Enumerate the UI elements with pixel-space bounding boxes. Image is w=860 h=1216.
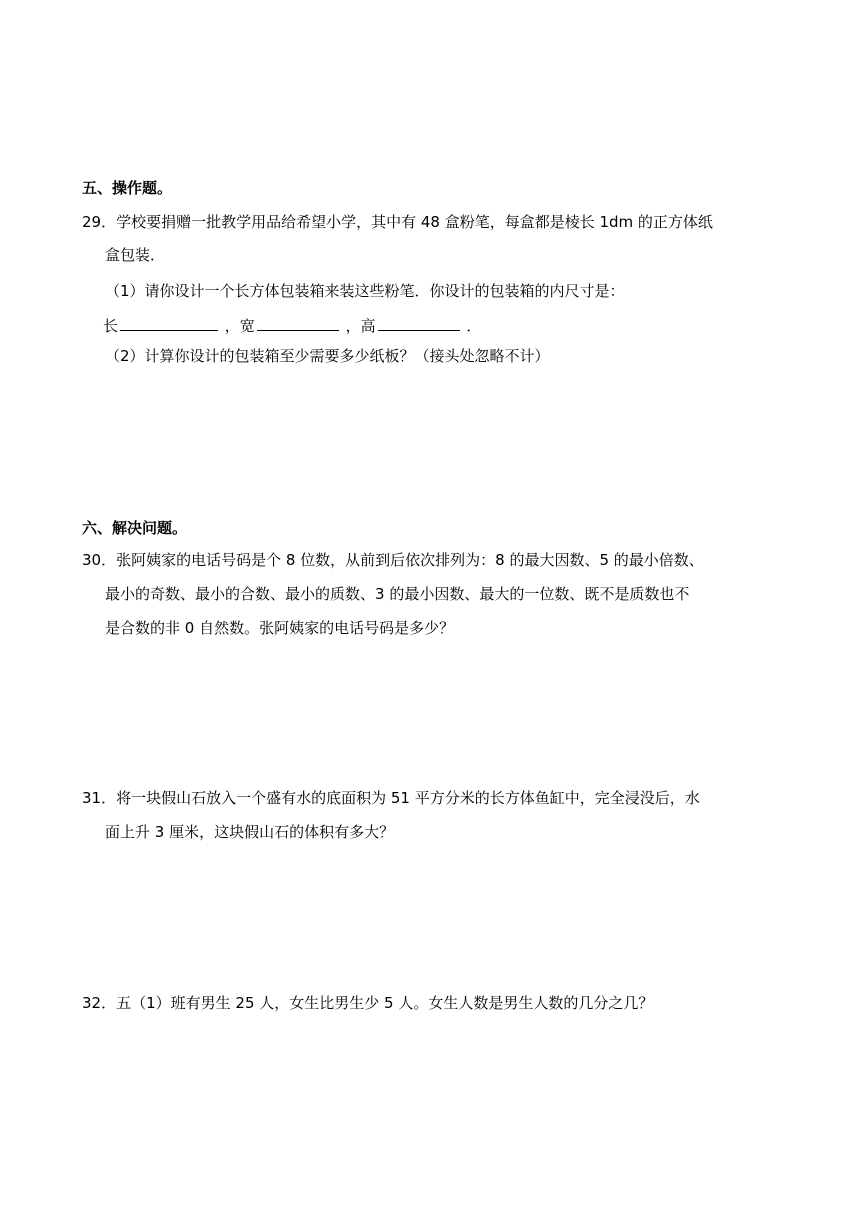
question-29-part-1: （1）请你设计一个长方体包装箱来装这些粉笔．你设计的包装箱的内尺寸是： — [105, 282, 625, 300]
question-30-line-2: 最小的奇数、最小的合数、最小的质数、3 的最小因数、最大的一位数、既不是质数也不 — [105, 585, 690, 603]
section-6-title: 六、解决问题。 — [82, 519, 188, 537]
length-label: 长 — [103, 317, 119, 335]
section-5-title: 五、操作题。 — [82, 179, 173, 197]
line-end-mark: ． — [466, 317, 482, 335]
height-blank[interactable] — [378, 314, 460, 331]
length-blank[interactable] — [120, 314, 218, 331]
height-label: ，高 — [345, 317, 376, 335]
question-31-line-2: 面上升 3 厘米，这块假山石的体积有多大？ — [105, 823, 395, 841]
width-label: ，宽 — [224, 317, 255, 335]
question-30-line-1: 30．张阿姨家的电话号码是个 8 位数，从前到后依次排列为：8 的最大因数、5 的最小倍数、 — [82, 551, 704, 569]
question-29-line-1: 29．学校要捐赠一批教学用品给希望小学，其中有 48 盒粉笔，每盒都是棱长 1dm 的正方体纸 — [82, 213, 713, 231]
question-31-line-1: 31．将一块假山石放入一个盛有水的底面积为 51 平方分米的长方体鱼缸中，完全浸没后，水 — [82, 789, 700, 807]
question-32-line-1: 32．五（1）班有男生 25 人，女生比男生少 5 人。女生人数是男生人数的几分之几？ — [82, 994, 654, 1012]
width-blank[interactable] — [257, 314, 339, 331]
question-29-line-2: 盒包装． — [105, 246, 166, 264]
dimension-answer-line — [103, 314, 481, 336]
question-29-part-2: （2）计算你设计的包装箱至少需要多少纸板？（接头处忽略不计） — [105, 347, 550, 365]
question-30-line-3: 是合数的非 0 自然数。张阿姨家的电话号码是多少？ — [105, 619, 455, 637]
